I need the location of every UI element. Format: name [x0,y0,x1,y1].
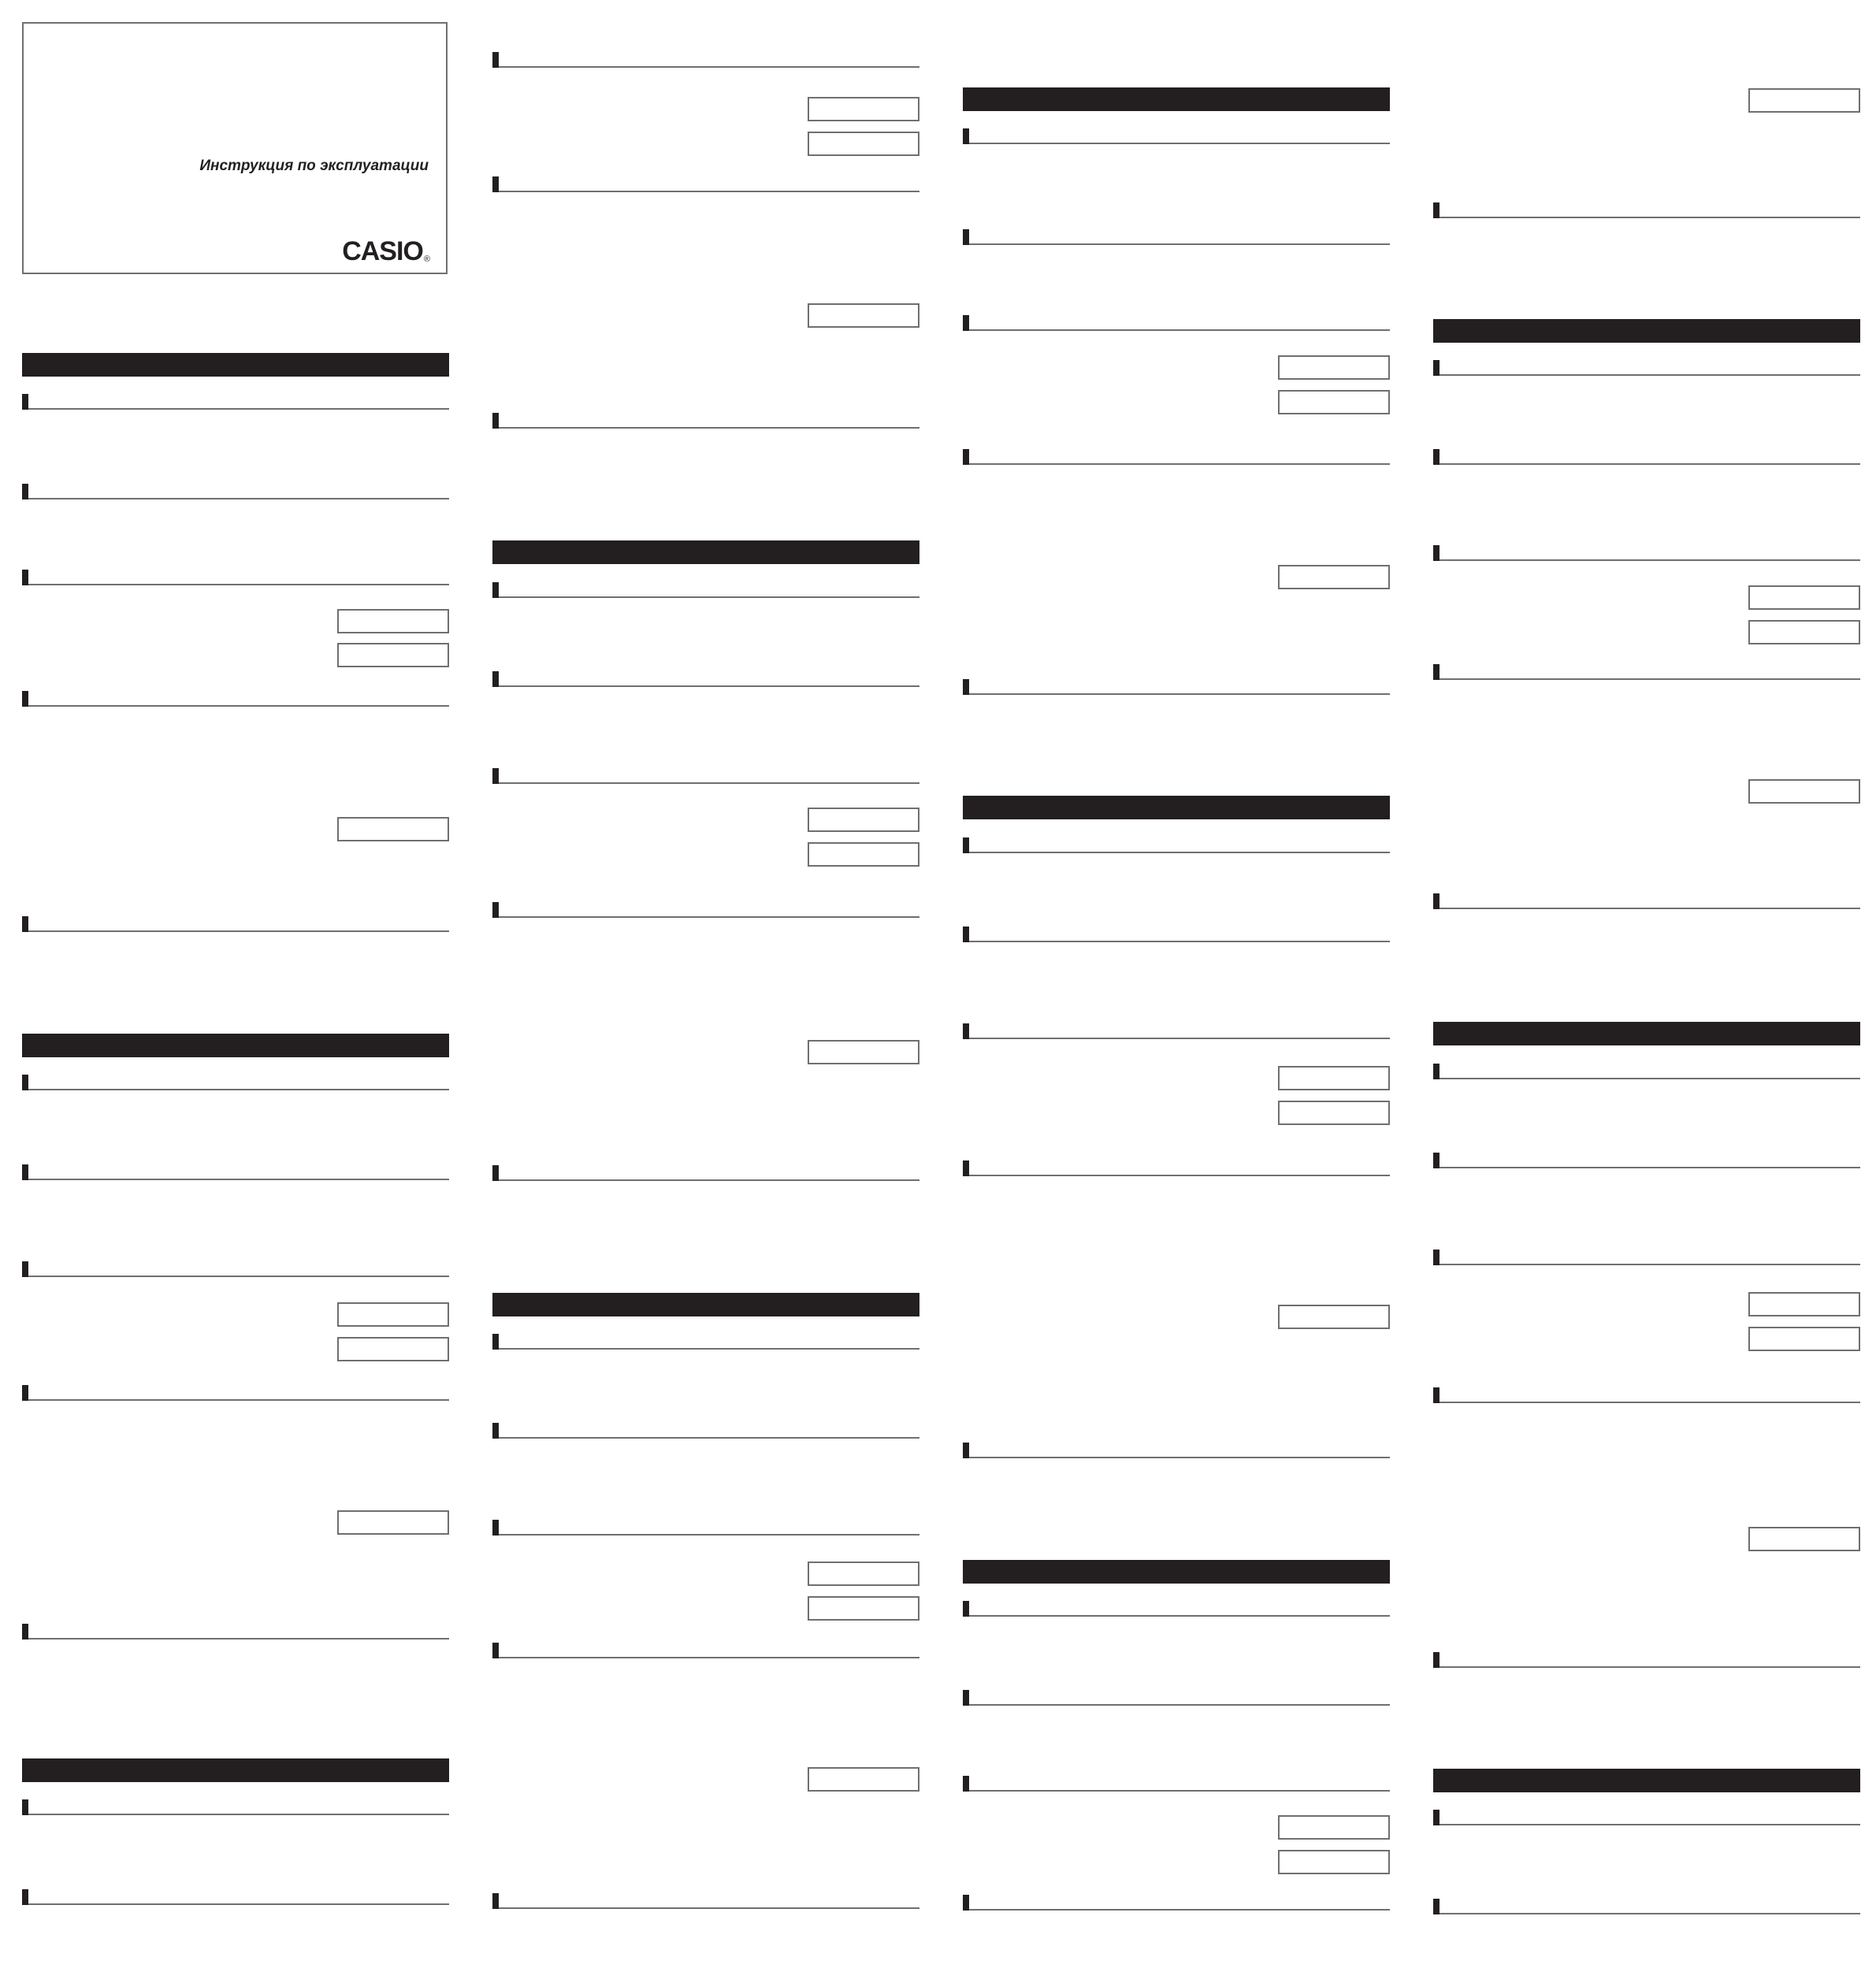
subsection-heading-rule [492,1334,919,1350]
subsection-heading-rule [1433,545,1860,561]
display-box [1278,1850,1390,1874]
subsection-heading-rule [963,1601,1390,1617]
display-box [808,1040,919,1064]
display-box [1278,1101,1390,1125]
logo-text: CASIO [342,236,423,266]
subsection-heading-rule [1433,202,1860,218]
subsection-heading-rule [1433,360,1860,376]
subsection-heading-rule [963,229,1390,245]
subsection-heading-rule [492,582,919,598]
display-box [1748,1527,1860,1551]
section-header-bar [1433,1769,1860,1792]
subsection-heading-rule [22,570,449,585]
display-box [1278,1305,1390,1329]
subsection-heading-rule [492,1520,919,1536]
subsection-heading-rule [492,1643,919,1658]
subsection-heading-rule [1433,1153,1860,1168]
display-box [337,643,449,667]
subsection-heading-rule [963,1690,1390,1706]
display-box [337,1337,449,1361]
subsection-heading-rule [1433,1064,1860,1079]
subsection-heading-rule [1433,449,1860,465]
subsection-heading-rule [22,1164,449,1180]
subsection-heading-rule [963,1160,1390,1176]
subsection-heading-rule [1433,893,1860,909]
display-box [337,1302,449,1327]
subsection-heading-rule [22,394,449,410]
section-header-bar [22,353,449,377]
subsection-heading-rule [963,837,1390,853]
subsection-heading-rule [492,52,919,68]
display-box [1748,1292,1860,1316]
section-header-bar [1433,319,1860,343]
display-box [1748,779,1860,804]
subsection-heading-rule [1433,664,1860,680]
display-box [1748,1327,1860,1351]
subsection-heading-rule [963,1443,1390,1458]
display-box [808,1562,919,1586]
display-box [337,1510,449,1535]
display-box [808,808,919,832]
subsection-heading-rule [22,1261,449,1277]
subsection-heading-rule [492,1893,919,1909]
section-header-bar [963,1560,1390,1584]
display-box [808,97,919,121]
subsection-heading-rule [963,1776,1390,1792]
display-box [1748,88,1860,113]
subsection-heading-rule [22,484,449,499]
column-1 [22,0,449,1983]
subsection-heading-rule [492,768,919,784]
casio-logo [342,236,430,267]
subsection-heading-rule [492,671,919,687]
display-box [808,303,919,328]
column-2 [492,0,919,1983]
section-header-bar [963,87,1390,111]
display-box [1278,565,1390,589]
display-box [1278,1066,1390,1090]
display-box [808,132,919,156]
subsection-heading-rule [492,902,919,918]
subsection-heading-rule [22,916,449,932]
section-header-bar [22,1034,449,1057]
subsection-heading-rule [1433,1250,1860,1265]
subsection-heading-rule [22,1075,449,1090]
subsection-heading-rule [22,1624,449,1640]
subsection-heading-rule [963,315,1390,331]
section-header-bar [22,1758,449,1782]
display-box [337,609,449,633]
section-header-bar [963,796,1390,819]
subsection-heading-rule [492,1423,919,1439]
subsection-heading-rule [963,927,1390,942]
subsection-heading-rule [1433,1387,1860,1403]
subsection-heading-rule [1433,1652,1860,1668]
display-box [1748,585,1860,610]
cover-title: Инструкция по эксплуатации [199,158,429,174]
subsection-heading-rule [963,679,1390,695]
section-header-bar [1433,1022,1860,1045]
display-box [1278,355,1390,380]
column-3 [963,0,1390,1983]
display-box [1278,390,1390,414]
subsection-heading-rule [492,176,919,192]
subsection-heading-rule [963,449,1390,465]
display-box [1278,1815,1390,1840]
subsection-heading-rule [22,1385,449,1401]
subsection-heading-rule [22,1799,449,1815]
subsection-heading-rule [22,1889,449,1905]
column-4 [1433,0,1860,1983]
display-box [337,817,449,841]
display-box [808,842,919,867]
section-header-bar [492,1293,919,1316]
section-header-bar [492,540,919,564]
subsection-heading-rule [1433,1810,1860,1825]
subsection-heading-rule [1433,1899,1860,1914]
display-box [1748,620,1860,644]
subsection-heading-rule [492,413,919,429]
subsection-heading-rule [22,691,449,707]
subsection-heading-rule [963,1895,1390,1911]
display-box [808,1596,919,1621]
cover-panel [22,22,448,274]
subsection-heading-rule [963,128,1390,144]
subsection-heading-rule [492,1165,919,1181]
display-box [808,1767,919,1792]
subsection-heading-rule [963,1023,1390,1039]
logo-registered-mark: ® [423,254,430,264]
